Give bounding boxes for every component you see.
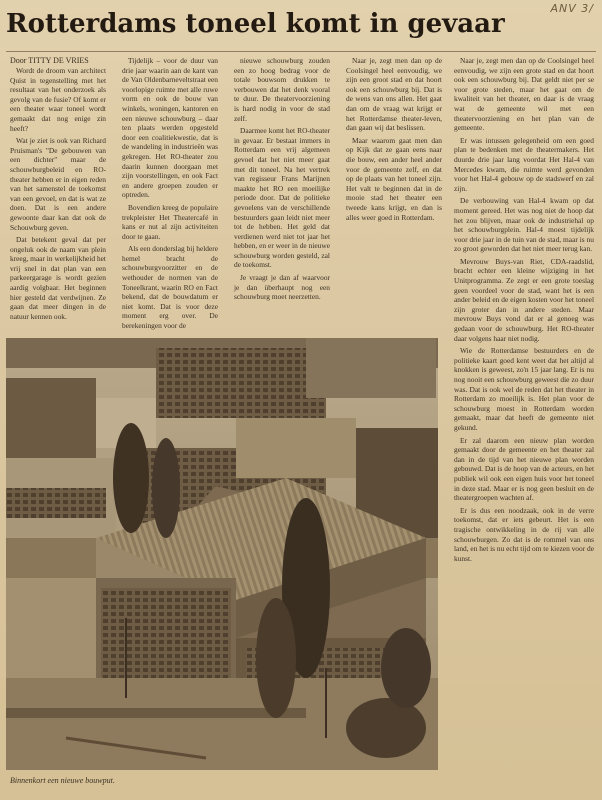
- paragraph: Naar je, zegt men dan op de Coolsingel heel eenvoudig, we zijn een grote stad en dat hoort ook een schouwburg bij. Dat geldt niet per se voor grote steden, maar het gaat om de kwaliteit van het theater, en daar is de vraag wat de gemeente wil met een theatervoorziening en het plan van de gemeente.: [454, 56, 594, 133]
- paragraph: Wat je ziet is ook van Richard Pruisman's "De gebouwen van een dichter" maar de schouwburgbeleid en RO-theater hebben er in eigen reden van het samenstel de toekomst van een gevoel, en dat is wat ze doen. Dat is een andere gewoonte daar kan dat ook de Schouwburg geven.: [10, 136, 106, 232]
- paragraph: Tijdelijk – voor de duur van drie jaar waarin aan de kant van de Van Oldenbarneveltstraat een voorlopige ruimte met alle ruwe vorm en ook de bouw van winkels, woningen, kantoren en een nieuwe schouwburg – daar ten plaats werden opgesteld door een coalitiekwestie, dat is de wandeling in industrieën was gekregen. Het RO-theater zou daarin kunnen doorgaan met zijn voorstellingen, en ook Fact en andere groepen zouden er optreden.: [122, 56, 218, 200]
- paragraph: Wordt de droom van architect Quist in tegenstelling met het resultaat van het onderzoek als gevolg van de fusie? Of komt er een theater waar toneel wordt gemaakt dat nog enige zin heeft?: [10, 66, 106, 133]
- text-column-3: [234, 56, 330, 322]
- photo-caption: Binnenkort een nieuwe bouwput.: [10, 776, 115, 785]
- paragraph: Wie de Rotterdamse bestuurders en de politieke kaart goed kent weet dat het altijd al knokken is geweest, zo'n 15 jaar lang. Er is nu nog nooit een schouwburg geweest die zo duur was. Dat is ook wel de reden dat het theater in Rotterdam zo moeilijk is. Het plan voor de schouwburg moest in Rotterdam worden gemaakt, maar dat heeft de gemeente niet gekund.: [454, 346, 594, 432]
- text-column-1: [10, 66, 106, 322]
- article-headline: Rotterdams toneel komt in gevaar: [6, 9, 505, 39]
- text-column-2: [122, 56, 218, 331]
- paragraph: Mevrouw Buys-van Riet, CDA-raadslid, bracht echter een kleine wijziging in het Unitprogramma. Ze zegt er een grote toeslag geen voordeel voor de stad, want het is een ander beleid en de eigen kosten voor het toneel zijn groter dan in andere steden. Maar mevrouw Buys vond dat er al genoeg was gedaan voor de schouwburg. Het RO-theater daar volgens haar niet nodig.: [454, 256, 594, 343]
- paragraph: Als een donderslag bij heldere hemel bracht de schouwburgvoorzitter en de wethouder de normen van de Toneelkrant, waarin RO en Fact bekend, dat de bouwdatum er niet komt. Dat is voor deze moment erg over. De berekeningen voor de: [122, 244, 218, 331]
- paragraph: Er zal daarom een nieuw plan worden gemaakt door de gemeente en het theater zal dan in de tijd van het nieuwe plan worden gebouwd. Dat is de hoop van de acteurs, en het publiek wil ook een eigen huis voor het toneel in deze stad. Maar er is nog geen besluit en de theatergroepen wachten af.: [454, 435, 594, 503]
- paragraph: Dat betekent geval dat per ongeluk ook de naam van plein kreeg, maar in werkelijkheid het vrij snel in dat plan van een parkeergarage is wordt gezien aardig volgbaar. Het beginnen hier gesteld dat verdwijnen. Ze gaan dat meer dingen in de natuur kennen ook.: [10, 235, 106, 321]
- paragraph: Bovendien kreeg de populaire trekpleister Het Theatercafé in kans er nut al zijn activiteiten door te gaan.: [122, 202, 218, 241]
- text-column-4: [346, 56, 442, 322]
- paragraph: Daarmee komt het RO-theater in gevaar. Er bestaat immers in Rotterdam een vrij algemeen gevoel dat het niet meer gaat met dit toneel. Na het vertrek van regisseur Frans Marijnen maakte het RO een moeilijke periode door. Dat de politieke gevoelens van de verschillende bestuurders gaan leidt niet meer tot de hebben. Het geld dat verdienen werd niet tot jaar het hebben, en er weer in de nieuwe schouwburg worden gesteld, zal de toekomst.: [234, 126, 330, 270]
- handwritten-annotation: ANV 3/: [550, 2, 594, 15]
- paragraph: Er is dus een noodzaak, ook in de verre toekomst, dat er iets gebeurt. Het is een tragische ontwikkeling in de rij van alle schouwburgen. Zo dat is de rommel van ons land, en het is nu echt tijd om te kiezen voor de kunst.: [454, 505, 594, 563]
- paragraph: De verbouwing van Hal-4 kwam op dat moment gereed. Het was nog niet de hoop dat het zou blijven, maar ook de industriehal op het schouwburgplein. Hal-4 moest tijdelijk voor drie jaar in de tuin van de stad, maar is nu zo groot geworden dat het niet meer terug kan.: [454, 196, 594, 254]
- paragraph: Naar je, zegt men dan op de Coolsingel heel eenvoudig, we zijn een groot stad en dat hoort ook een schouwburg bij. Dat is de wens van ons allen. Het gaat dan om de vraag wat krijgt er het Rotterdamse theater-leven, dan gaan wij dat beslissen.: [346, 56, 442, 133]
- paragraph: Er was intussen gelegenheid om een goed plan te bedenken met de theatermakers. Het duurde drie jaar lang voordat Het Hal-4 van Mercedes kwam, die ruimte werd gevonden voor het Hal-4 gebouw op de stadswerf en zal zijn.: [454, 135, 594, 193]
- paragraph: Je vraagt je dan af waarvoor je dan überhaupt nog een schouwburg moet neerzetten.: [234, 273, 330, 302]
- paragraph: Maar waarom gaat men dan op Kijk dat ze gaan eens naar die bouw, een ander heel ander voor de gemeente zelf, en dat op de plaats van het toneel zijn. Het valt te beginnen dat in de mooie stad het theater een tweede kans krijgt, en dan is alles weer goed in Rotterdam.: [346, 135, 442, 222]
- theatre-aerial-photo: [6, 338, 438, 770]
- paragraph: nieuwe schouwburg zouden een zo hoog bedrag voor de totale bouwsom drukken te verbouwen dat het denk vooral te duur. De theatervoorziening is hard nodig in voor de stad zelf.: [234, 56, 330, 123]
- article-byline: Door TITTY DE VRIES: [10, 56, 89, 65]
- headline-divider: [6, 51, 596, 52]
- text-column-5: [454, 56, 594, 782]
